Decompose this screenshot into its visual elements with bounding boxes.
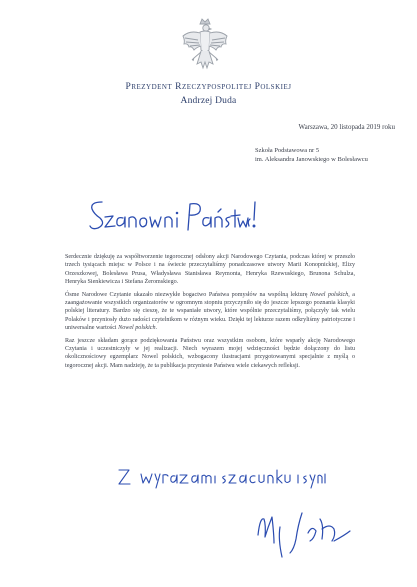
letterhead [0,80,417,108]
letterhead-name: Andrzej Duda [180,96,237,106]
letter-body [65,253,355,374]
paragraph-3: Raz jeszcze składam gorące podziękowania Państwu oraz wszystkim osobom, które wsparły akcję Narodowego Czytania i uczestniczyły w jej realizacji. Niech wyrazem mojej wdzięczności będzie dołączony do listu okolicznościowy egzemplarz Nowel polskich, wzbogacony ilustracjami przygotowanymi specjalnie z myślą o tegorocznej akcji. Mam nadzieję, że ta publikacja przyniesie Państwu wiele ciekawych refleksji. [65,337,355,369]
paragraph-2: Ósme Narodowe Czytanie ukazało niezwykłe bogactwo Państwa pomysłów na wspólną lekturę Nowel polskich, a zaangażowanie wszystkich organizatorów w ogromnym stopniu przyczyniło się do jeszcze lepszego poznania klasyki polskiej literatury. Bardzo się cieszę, że te wspaniałe utwory, które wspólnie przeczytaliśmy, połączyły tak wielu Polaków i przyniosły dużo radości czytelnikom w różnym wieku. Dzięki tej lekturze razem odkryliśmy patriotyczne i uniwersalne wartości Nowel polskich. [65,291,355,331]
signature-image [250,505,370,560]
handwritten-greeting [88,196,258,236]
letterhead-office: Prezydent Rzeczypospolitej Polskiej [125,82,292,92]
letter-date: Warszawa, 20 listopada 2019 roku [298,123,395,131]
recipient-line-1: Szkoła Podstawowa nr 5 [255,147,320,154]
handwritten-closing [117,466,327,490]
polish-eagle-emblem-icon [180,16,230,74]
recipient-line-2: im. Aleksandra Janowskiego w Bolesławcu [255,156,368,163]
recipient-block [255,146,368,164]
paragraph-1: Serdecznie dziękuję za współtworzenie tegorocznej odsłony akcji Narodowego Czytania, podczas której w przeszło trzech tysiącach miejsc w Polsce i na świecie przeczytaliśmy ponadczasowe utwory Marii Konopnickiej, Elizy Orzeszkowej, Bolesława Prusa, Władysława Stanisława Reymonta, Henryka Rzewuskiego, Brunona Schulza, Henryka Sienkiewicza i Stefana Żeromskiego. [65,254,355,285]
